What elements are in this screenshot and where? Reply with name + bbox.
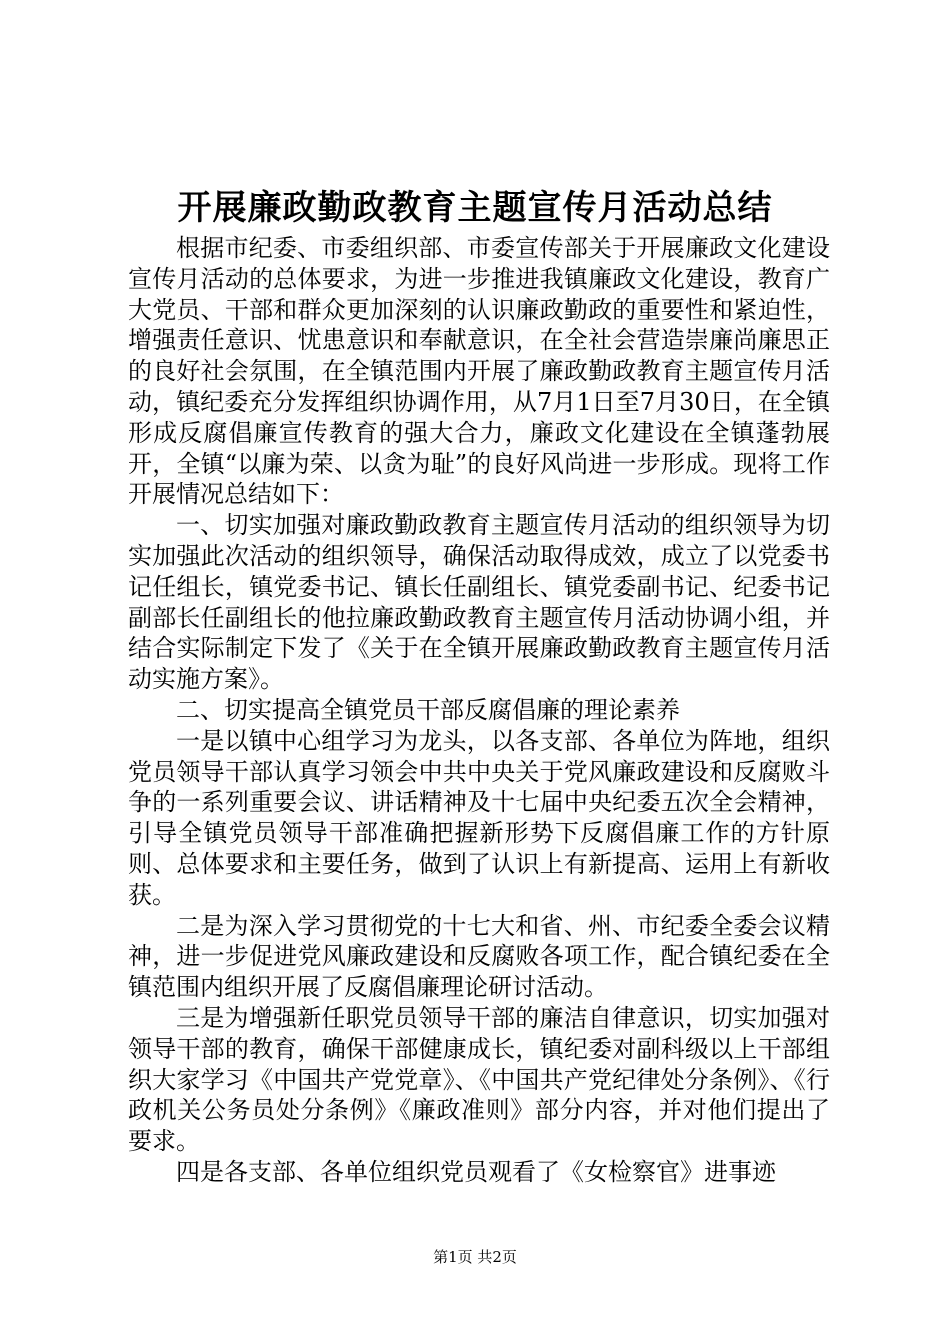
document-body [128,233,830,1188]
paragraph: 根据市纪委、市委组织部、市委宣传部关于开展廉政文化建设宣传月活动的总体要求，为进一步推进我镇廉政文化建设，教育广大党员、干部和群众更加深刻的认识廉政勤政的重要性和紧迫性，增强责任意识、忧患意识和奉献意识，在全社会营造崇廉尚廉思正的良好社会氛围，在全镇范围内开展了廉政勤政教育主题宣传月活动，镇纪委充分发挥组织协调作用，从7月1日至7月30日，在全镇形成反腐倡廉宣传教育的强大合力，廉政文化建设在全镇蓬勃展开，全镇“以廉为荣、以贪为耻”的良好风尚进一步形成。现将工作开展情况总结如下： [128,234,830,509]
paragraph: 一是以镇中心组学习为龙头，以各支部、各单位为阵地，组织党员领导干部认真学习领会中共中央关于党风廉政建设和反腐败斗争的一系列重要会议、讲话精神及十七届中央纪委五次全会精神，引导全镇党员领导干部准确把握新形势下反腐倡廉工作的方针原则、总体要求和主要任务，做到了认识上有新提高、运用上有新收获。 [128,726,830,909]
page-number-footer: 第1页 共2页 [433,1248,517,1266]
paragraph: 四是各支部、各单位组织党员观看了《女检察官》进事迹 [176,1157,776,1186]
paragraph: 一、切实加强对廉政勤政教育主题宣传月活动的组织领导为切实加强此次活动的组织领导，确保活动取得成效，成立了以党委书记任组长，镇党委书记、镇长任副组长、镇党委副书记、纪委书记副部长任副组长的他拉廉政勤政教育主题宣传月活动协调小组，并结合实际制定下发了《关于在全镇开展廉政勤政教育主题宣传月活动实施方案》。 [128,511,830,694]
paragraph: 二、切实提高全镇党员干部反腐倡廉的理论素养 [176,695,680,724]
paragraph: 三是为增强新任职党员领导干部的廉洁自律意识，切实加强对领导干部的教育，确保干部健康成长，镇纪委对副科级以上干部组织大家学习《中国共产党党章》、《中国共产党纪律处分条例》、《行政机关公务员处分条例》《廉政准则》部分内容，并对他们提出了要求。 [128,1003,830,1156]
paragraph: 二是为深入学习贯彻党的十七大和省、州、市纪委全委会议精神，进一步促进党风廉政建设和反腐败各项工作，配合镇纪委在全镇范围内组织开展了反腐倡廉理论研讨活动。 [128,911,830,1002]
document-title: 开展廉政勤政教育主题宣传月活动总结 [177,188,773,228]
